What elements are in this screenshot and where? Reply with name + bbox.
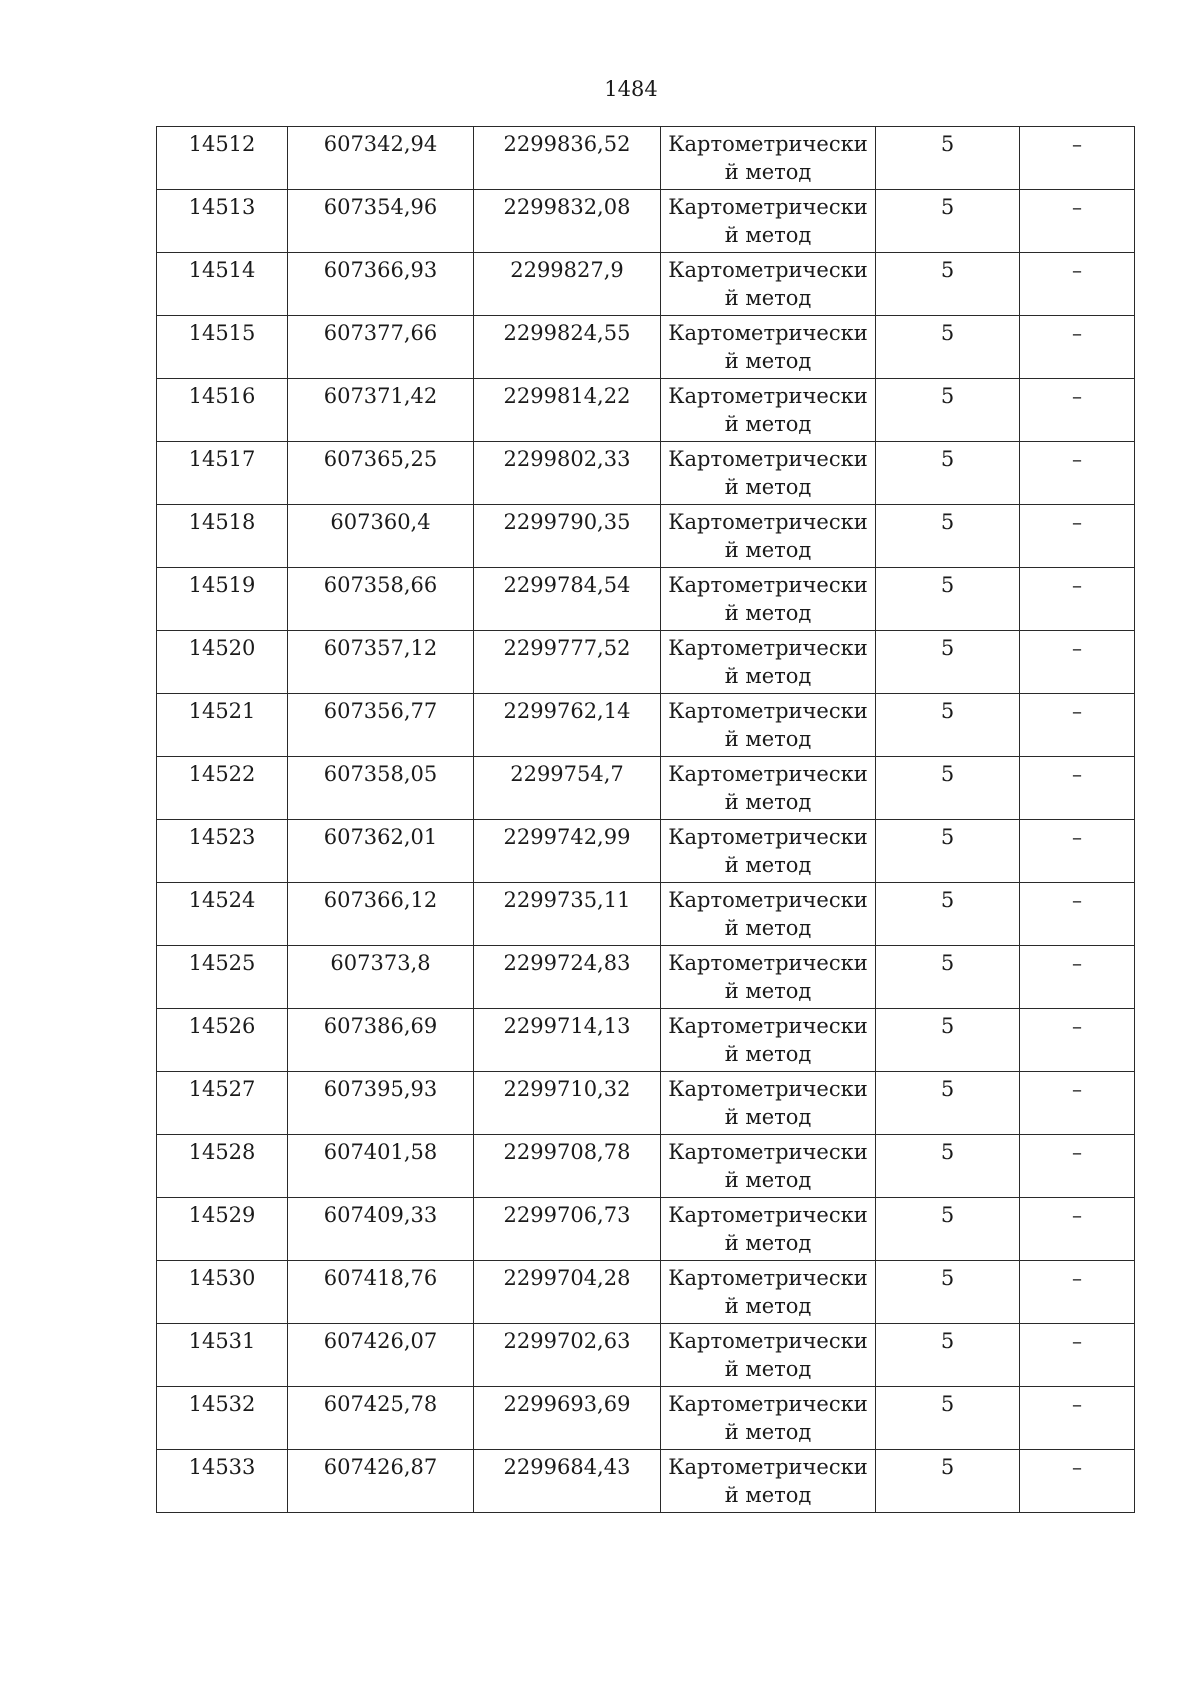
y-coordinate-cell-text: 2299706,73: [503, 1203, 631, 1227]
x-coordinate-cell: [288, 1072, 474, 1135]
accuracy-cell: [876, 442, 1020, 505]
point-number-cell: [157, 757, 288, 820]
x-coordinate-cell: [288, 505, 474, 568]
note-cell-text: –: [1072, 258, 1082, 282]
accuracy-cell-text: 5: [940, 132, 955, 156]
point-number-cell: [157, 442, 288, 505]
method-cell-text: Картометрически й метод: [668, 762, 868, 814]
point-number-cell: [157, 1324, 288, 1387]
table-row: [157, 1135, 1135, 1198]
accuracy-cell-text: 5: [940, 1266, 955, 1290]
method-cell-text: Картометрически й метод: [668, 1266, 868, 1318]
note-cell-text: –: [1072, 1455, 1082, 1479]
y-coordinate-cell-text: 2299790,35: [503, 510, 631, 534]
table-row: [157, 883, 1135, 946]
y-coordinate-cell-text: 2299784,54: [503, 573, 631, 597]
table-row: [157, 1009, 1135, 1072]
method-cell: [661, 694, 876, 757]
x-coordinate-cell: [288, 253, 474, 316]
accuracy-cell-text: 5: [940, 762, 955, 786]
table-row: [157, 190, 1135, 253]
y-coordinate-cell-text: 2299814,22: [503, 384, 631, 408]
x-coordinate-cell: [288, 1450, 474, 1513]
y-coordinate-cell: [474, 316, 661, 379]
note-cell: [1020, 946, 1135, 1009]
note-cell-text: –: [1072, 195, 1082, 219]
y-coordinate-cell-text: 2299777,52: [503, 636, 631, 660]
y-coordinate-cell-text: 2299754,7: [510, 762, 624, 786]
y-coordinate-cell-text: 2299710,32: [503, 1077, 631, 1101]
point-number-cell-text: 14518: [188, 510, 256, 534]
accuracy-cell-text: 5: [940, 447, 955, 471]
x-coordinate-cell-text: 607377,66: [323, 321, 438, 345]
accuracy-cell-text: 5: [940, 888, 955, 912]
method-cell-text: Картометрически й метод: [668, 825, 868, 877]
point-number-cell-text: 14529: [188, 1203, 256, 1227]
y-coordinate-cell-text: 2299704,28: [503, 1266, 631, 1290]
x-coordinate-cell: [288, 946, 474, 1009]
accuracy-cell: [876, 1387, 1020, 1450]
note-cell-text: –: [1072, 510, 1082, 534]
note-cell: [1020, 379, 1135, 442]
note-cell: [1020, 190, 1135, 253]
y-coordinate-cell-text: 2299684,43: [503, 1455, 631, 1479]
y-coordinate-cell-text: 2299742,99: [503, 825, 631, 849]
point-number-cell-text: 14520: [188, 636, 256, 660]
y-coordinate-cell: [474, 694, 661, 757]
x-coordinate-cell-text: 607371,42: [323, 384, 438, 408]
method-cell-text: Картометрически й метод: [668, 1392, 868, 1444]
accuracy-cell-text: 5: [940, 825, 955, 849]
y-coordinate-cell: [474, 631, 661, 694]
y-coordinate-cell: [474, 253, 661, 316]
y-coordinate-cell-text: 2299714,13: [503, 1014, 631, 1038]
y-coordinate-cell: [474, 568, 661, 631]
note-cell: [1020, 1072, 1135, 1135]
point-number-cell: [157, 190, 288, 253]
x-coordinate-cell-text: 607342,94: [323, 132, 438, 156]
accuracy-cell-text: 5: [940, 1203, 955, 1227]
point-number-cell-text: 14533: [188, 1455, 256, 1479]
note-cell-text: –: [1072, 1266, 1082, 1290]
x-coordinate-cell-text: 607386,69: [323, 1014, 438, 1038]
y-coordinate-cell: [474, 1324, 661, 1387]
table-row: [157, 1387, 1135, 1450]
table-row: [157, 1261, 1135, 1324]
note-cell: [1020, 883, 1135, 946]
x-coordinate-cell: [288, 694, 474, 757]
accuracy-cell: [876, 127, 1020, 190]
table-row: [157, 1198, 1135, 1261]
point-number-cell: [157, 1198, 288, 1261]
x-coordinate-cell-text: 607425,78: [323, 1392, 438, 1416]
x-coordinate-cell-text: 607401,58: [323, 1140, 438, 1164]
y-coordinate-cell: [474, 190, 661, 253]
y-coordinate-cell-text: 2299762,14: [503, 699, 631, 723]
method-cell-text: Картометрически й метод: [668, 1455, 868, 1507]
method-cell-text: Картометрически й метод: [668, 195, 868, 247]
accuracy-cell: [876, 631, 1020, 694]
x-coordinate-cell: [288, 190, 474, 253]
y-coordinate-cell: [474, 1009, 661, 1072]
x-coordinate-cell-text: 607356,77: [323, 699, 438, 723]
method-cell: [661, 1450, 876, 1513]
accuracy-cell: [876, 946, 1020, 1009]
accuracy-cell-text: 5: [940, 1455, 955, 1479]
x-coordinate-cell-text: 607426,87: [323, 1455, 438, 1479]
x-coordinate-cell: [288, 1261, 474, 1324]
method-cell-text: Картометрически й метод: [668, 1014, 868, 1066]
point-number-cell-text: 14517: [188, 447, 256, 471]
table-row: [157, 253, 1135, 316]
note-cell: [1020, 1135, 1135, 1198]
note-cell-text: –: [1072, 951, 1082, 975]
x-coordinate-cell-text: 607366,12: [323, 888, 438, 912]
point-number-cell: [157, 1261, 288, 1324]
y-coordinate-cell: [474, 127, 661, 190]
point-number-cell-text: 14530: [188, 1266, 256, 1290]
point-number-cell: [157, 505, 288, 568]
table-row: [157, 694, 1135, 757]
table-row: [157, 442, 1135, 505]
y-coordinate-cell: [474, 1261, 661, 1324]
point-number-cell: [157, 316, 288, 379]
accuracy-cell-text: 5: [940, 1077, 955, 1101]
note-cell: [1020, 505, 1135, 568]
note-cell-text: –: [1072, 132, 1082, 156]
accuracy-cell: [876, 316, 1020, 379]
note-cell-text: –: [1072, 1014, 1082, 1038]
accuracy-cell-text: 5: [940, 573, 955, 597]
x-coordinate-cell-text: 607409,33: [323, 1203, 438, 1227]
method-cell: [661, 568, 876, 631]
note-cell-text: –: [1072, 384, 1082, 408]
y-coordinate-cell: [474, 442, 661, 505]
method-cell: [661, 1009, 876, 1072]
y-coordinate-cell: [474, 1135, 661, 1198]
method-cell: [661, 1135, 876, 1198]
point-number-cell: [157, 946, 288, 1009]
table-row: [157, 1072, 1135, 1135]
accuracy-cell: [876, 505, 1020, 568]
y-coordinate-cell-text: 2299824,55: [503, 321, 631, 345]
coordinates-table: [156, 126, 1135, 1513]
x-coordinate-cell: [288, 379, 474, 442]
accuracy-cell-text: 5: [940, 258, 955, 282]
accuracy-cell: [876, 820, 1020, 883]
table-row: [157, 379, 1135, 442]
method-cell: [661, 253, 876, 316]
accuracy-cell-text: 5: [940, 951, 955, 975]
accuracy-cell: [876, 253, 1020, 316]
method-cell: [661, 379, 876, 442]
method-cell: [661, 883, 876, 946]
point-number-cell: [157, 820, 288, 883]
table-row: [157, 127, 1135, 190]
point-number-cell-text: 14531: [188, 1329, 256, 1353]
point-number-cell: [157, 379, 288, 442]
method-cell: [661, 316, 876, 379]
y-coordinate-cell: [474, 505, 661, 568]
y-coordinate-cell-text: 2299708,78: [503, 1140, 631, 1164]
method-cell: [661, 1387, 876, 1450]
note-cell-text: –: [1072, 1203, 1082, 1227]
point-number-cell-text: 14523: [188, 825, 256, 849]
y-coordinate-cell-text: 2299693,69: [503, 1392, 631, 1416]
method-cell-text: Картометрически й метод: [668, 384, 868, 436]
note-cell: [1020, 316, 1135, 379]
point-number-cell-text: 14515: [188, 321, 256, 345]
accuracy-cell-text: 5: [940, 384, 955, 408]
note-cell-text: –: [1072, 1392, 1082, 1416]
x-coordinate-cell-text: 607358,05: [323, 762, 438, 786]
method-cell-text: Картометрически й метод: [668, 258, 868, 310]
x-coordinate-cell-text: 607426,07: [323, 1329, 438, 1353]
point-number-cell: [157, 568, 288, 631]
point-number-cell-text: 14512: [188, 132, 256, 156]
y-coordinate-cell-text: 2299702,63: [503, 1329, 631, 1353]
accuracy-cell-text: 5: [940, 510, 955, 534]
method-cell: [661, 1072, 876, 1135]
method-cell-text: Картометрически й метод: [668, 447, 868, 499]
method-cell: [661, 1261, 876, 1324]
x-coordinate-cell: [288, 568, 474, 631]
y-coordinate-cell-text: 2299724,83: [503, 951, 631, 975]
point-number-cell-text: 14522: [188, 762, 256, 786]
point-number-cell: [157, 694, 288, 757]
method-cell: [661, 505, 876, 568]
accuracy-cell-text: 5: [940, 1392, 955, 1416]
point-number-cell-text: 14521: [188, 699, 256, 723]
point-number-cell-text: 14524: [188, 888, 256, 912]
accuracy-cell-text: 5: [940, 195, 955, 219]
y-coordinate-cell: [474, 820, 661, 883]
x-coordinate-cell-text: 607395,93: [323, 1077, 438, 1101]
method-cell-text: Картометрически й метод: [668, 951, 868, 1003]
method-cell: [661, 946, 876, 1009]
note-cell: [1020, 757, 1135, 820]
accuracy-cell: [876, 379, 1020, 442]
note-cell: [1020, 442, 1135, 505]
y-coordinate-cell-text: 2299827,9: [510, 258, 624, 282]
table-row: [157, 757, 1135, 820]
point-number-cell-text: 14516: [188, 384, 256, 408]
x-coordinate-cell: [288, 442, 474, 505]
accuracy-cell: [876, 1198, 1020, 1261]
x-coordinate-cell-text: 607362,01: [323, 825, 438, 849]
point-number-cell: [157, 1009, 288, 1072]
note-cell: [1020, 568, 1135, 631]
accuracy-cell-text: 5: [940, 1014, 955, 1038]
note-cell: [1020, 1198, 1135, 1261]
method-cell: [661, 1324, 876, 1387]
point-number-cell-text: 14513: [188, 195, 256, 219]
method-cell-text: Картометрически й метод: [668, 1329, 868, 1381]
point-number-cell-text: 14514: [188, 258, 256, 282]
note-cell-text: –: [1072, 321, 1082, 345]
accuracy-cell: [876, 883, 1020, 946]
table-row: [157, 946, 1135, 1009]
x-coordinate-cell: [288, 631, 474, 694]
note-cell-text: –: [1072, 825, 1082, 849]
note-cell: [1020, 694, 1135, 757]
accuracy-cell: [876, 1009, 1020, 1072]
method-cell-text: Картометрически й метод: [668, 321, 868, 373]
note-cell: [1020, 127, 1135, 190]
method-cell: [661, 820, 876, 883]
note-cell-text: –: [1072, 699, 1082, 723]
point-number-cell-text: 14527: [188, 1077, 256, 1101]
x-coordinate-cell: [288, 883, 474, 946]
point-number-cell-text: 14528: [188, 1140, 256, 1164]
note-cell-text: –: [1072, 888, 1082, 912]
x-coordinate-cell-text: 607360,4: [330, 510, 431, 534]
accuracy-cell-text: 5: [940, 1329, 955, 1353]
y-coordinate-cell: [474, 1450, 661, 1513]
accuracy-cell: [876, 757, 1020, 820]
x-coordinate-cell: [288, 820, 474, 883]
method-cell-text: Картометрически й метод: [668, 510, 868, 562]
accuracy-cell: [876, 190, 1020, 253]
x-coordinate-cell: [288, 1324, 474, 1387]
table-body: [157, 127, 1135, 1513]
method-cell-text: Картометрически й метод: [668, 1203, 868, 1255]
note-cell-text: –: [1072, 1140, 1082, 1164]
method-cell: [661, 442, 876, 505]
method-cell-text: Картометрически й метод: [668, 132, 868, 184]
note-cell-text: –: [1072, 636, 1082, 660]
note-cell: [1020, 1324, 1135, 1387]
point-number-cell-text: 14525: [188, 951, 256, 975]
table-row: [157, 316, 1135, 379]
x-coordinate-cell: [288, 1135, 474, 1198]
point-number-cell: [157, 1072, 288, 1135]
accuracy-cell: [876, 694, 1020, 757]
point-number-cell: [157, 883, 288, 946]
table-row: [157, 568, 1135, 631]
method-cell-text: Картометрически й метод: [668, 699, 868, 751]
x-coordinate-cell: [288, 1009, 474, 1072]
y-coordinate-cell: [474, 1198, 661, 1261]
x-coordinate-cell-text: 607357,12: [323, 636, 438, 660]
note-cell-text: –: [1072, 573, 1082, 597]
accuracy-cell: [876, 1135, 1020, 1198]
note-cell-text: –: [1072, 1077, 1082, 1101]
point-number-cell: [157, 253, 288, 316]
method-cell: [661, 1198, 876, 1261]
y-coordinate-cell: [474, 946, 661, 1009]
point-number-cell: [157, 631, 288, 694]
x-coordinate-cell: [288, 1198, 474, 1261]
note-cell-text: –: [1072, 447, 1082, 471]
table-row: [157, 631, 1135, 694]
accuracy-cell: [876, 1324, 1020, 1387]
accuracy-cell-text: 5: [940, 699, 955, 723]
point-number-cell: [157, 1387, 288, 1450]
note-cell: [1020, 1009, 1135, 1072]
accuracy-cell: [876, 568, 1020, 631]
x-coordinate-cell-text: 607365,25: [323, 447, 438, 471]
y-coordinate-cell: [474, 757, 661, 820]
accuracy-cell: [876, 1072, 1020, 1135]
accuracy-cell: [876, 1261, 1020, 1324]
x-coordinate-cell: [288, 316, 474, 379]
note-cell: [1020, 1387, 1135, 1450]
x-coordinate-cell-text: 607418,76: [323, 1266, 438, 1290]
table-row: [157, 505, 1135, 568]
table-row: [157, 1324, 1135, 1387]
x-coordinate-cell: [288, 127, 474, 190]
x-coordinate-cell: [288, 757, 474, 820]
method-cell: [661, 190, 876, 253]
y-coordinate-cell-text: 2299735,11: [503, 888, 631, 912]
note-cell: [1020, 631, 1135, 694]
point-number-cell: [157, 127, 288, 190]
point-number-cell: [157, 1450, 288, 1513]
note-cell: [1020, 253, 1135, 316]
x-coordinate-cell-text: 607354,96: [323, 195, 438, 219]
method-cell-text: Картометрически й метод: [668, 1077, 868, 1129]
table-row: [157, 820, 1135, 883]
method-cell: [661, 757, 876, 820]
y-coordinate-cell: [474, 1387, 661, 1450]
method-cell: [661, 631, 876, 694]
method-cell-text: Картометрически й метод: [668, 573, 868, 625]
method-cell-text: Картометрически й метод: [668, 888, 868, 940]
accuracy-cell-text: 5: [940, 636, 955, 660]
x-coordinate-cell-text: 607373,8: [330, 951, 431, 975]
accuracy-cell: [876, 1450, 1020, 1513]
method-cell-text: Картометрически й метод: [668, 1140, 868, 1192]
accuracy-cell-text: 5: [940, 321, 955, 345]
x-coordinate-cell: [288, 1387, 474, 1450]
x-coordinate-cell-text: 607366,93: [323, 258, 438, 282]
note-cell: [1020, 1450, 1135, 1513]
point-number-cell-text: 14526: [188, 1014, 256, 1038]
note-cell: [1020, 1261, 1135, 1324]
y-coordinate-cell-text: 2299832,08: [503, 195, 631, 219]
point-number-cell-text: 14532: [188, 1392, 256, 1416]
note-cell: [1020, 820, 1135, 883]
x-coordinate-cell-text: 607358,66: [323, 573, 438, 597]
y-coordinate-cell-text: 2299836,52: [503, 132, 631, 156]
note-cell-text: –: [1072, 1329, 1082, 1353]
y-coordinate-cell: [474, 883, 661, 946]
accuracy-cell-text: 5: [940, 1140, 955, 1164]
method-cell: [661, 127, 876, 190]
y-coordinate-cell: [474, 379, 661, 442]
method-cell-text: Картометрически й метод: [668, 636, 868, 688]
table-row: [157, 1450, 1135, 1513]
note-cell-text: –: [1072, 762, 1082, 786]
point-number-cell: [157, 1135, 288, 1198]
y-coordinate-cell: [474, 1072, 661, 1135]
y-coordinate-cell-text: 2299802,33: [503, 447, 631, 471]
point-number-cell-text: 14519: [188, 573, 256, 597]
page-number: 1484: [604, 77, 658, 101]
